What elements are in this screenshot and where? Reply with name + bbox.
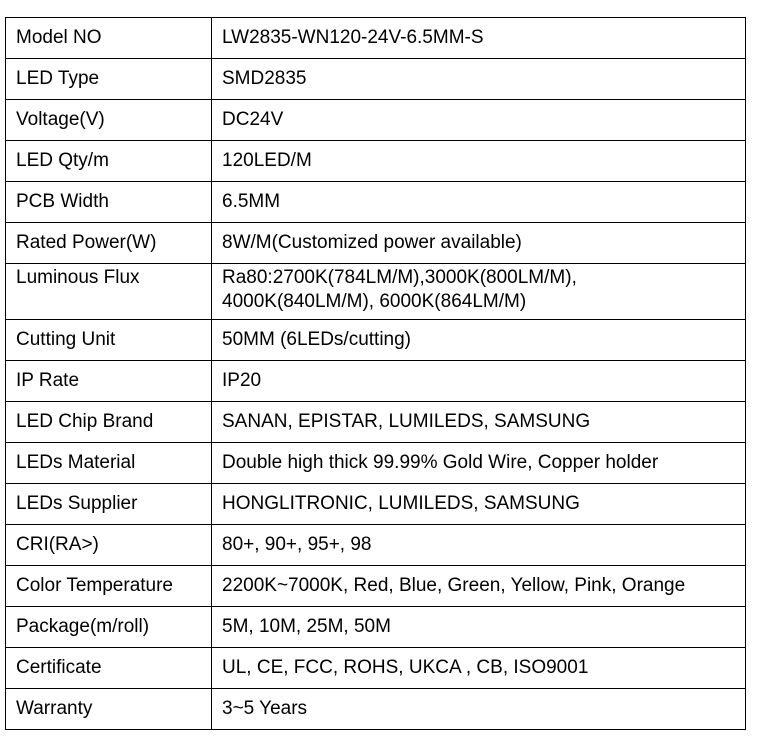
row-value: SMD2835: [212, 59, 746, 100]
row-label: LED Chip Brand: [6, 402, 212, 443]
row-value: 5M, 10M, 25M, 50M: [212, 607, 746, 648]
table-row: [6, 223, 746, 264]
row-value: SANAN, EPISTAR, LUMILEDS, SAMSUNG: [212, 402, 746, 443]
row-label: Cutting Unit: [6, 320, 212, 361]
row-value: 6.5MM: [212, 182, 746, 223]
table-row: [6, 100, 746, 141]
spec-table: [5, 17, 746, 730]
table-row: [6, 607, 746, 648]
row-value: LW2835-WN120-24V-6.5MM-S: [212, 18, 746, 59]
row-label: PCB Width: [6, 182, 212, 223]
row-value: 120LED/M: [212, 141, 746, 182]
row-label: LED Qty/m: [6, 141, 212, 182]
row-label: Rated Power(W): [6, 223, 212, 264]
table-row: [6, 320, 746, 361]
row-label: Warranty: [6, 689, 212, 730]
table-row: [6, 525, 746, 566]
row-value: DC24V: [212, 100, 746, 141]
row-label: Luminous Flux: [6, 264, 212, 320]
row-value: 80+, 90+, 95+, 98: [212, 525, 746, 566]
table-row: [6, 484, 746, 525]
row-value: 8W/M(Customized power available): [212, 223, 746, 264]
table-row: [6, 141, 746, 182]
table-row: [6, 566, 746, 607]
row-label: Voltage(V): [6, 100, 212, 141]
table-row: [6, 59, 746, 100]
row-label: Color Temperature: [6, 566, 212, 607]
table-row: [6, 361, 746, 402]
table-row: [6, 402, 746, 443]
row-value: HONGLITRONIC, LUMILEDS, SAMSUNG: [212, 484, 746, 525]
row-label: LEDs Supplier: [6, 484, 212, 525]
table-row: [6, 18, 746, 59]
row-value: 3~5 Years: [212, 689, 746, 730]
row-label: IP Rate: [6, 361, 212, 402]
row-value: IP20: [212, 361, 746, 402]
row-label: CRI(RA>): [6, 525, 212, 566]
row-label: Model NO: [6, 18, 212, 59]
table-row: [6, 648, 746, 689]
row-label: LEDs Material: [6, 443, 212, 484]
table-row: [6, 182, 746, 223]
row-value: 50MM (6LEDs/cutting): [212, 320, 746, 361]
row-value: UL, CE, FCC, ROHS, UKCA , CB, ISO9001: [212, 648, 746, 689]
table-row: [6, 689, 746, 730]
row-value: Double high thick 99.99% Gold Wire, Copper holder: [212, 443, 746, 484]
row-value: [212, 264, 746, 320]
table-row: [6, 443, 746, 484]
row-label: LED Type: [6, 59, 212, 100]
row-value-line: 4000K(840LM/M), 6000K(864LM/M): [222, 291, 527, 312]
row-value: 2200K~7000K, Red, Blue, Green, Yellow, Pink, Orange: [212, 566, 746, 607]
row-label: Certificate: [6, 648, 212, 689]
row-label: Package(m/roll): [6, 607, 212, 648]
row-value-line: Ra80:2700K(784LM/M),3000K(800LM/M),: [222, 267, 577, 288]
table-row: [6, 264, 746, 320]
